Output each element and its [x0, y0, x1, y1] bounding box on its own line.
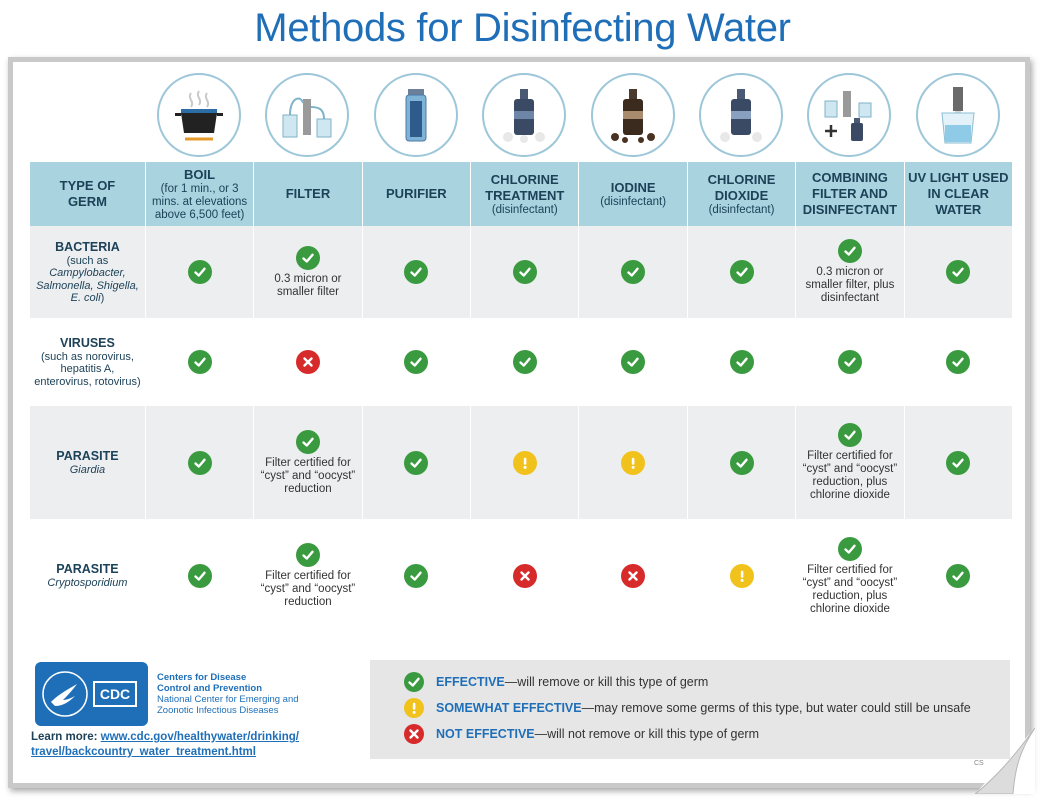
result-note: Filter certified for “cyst” and “oocyst” reduction — [260, 570, 356, 608]
not-effective-x-icon — [404, 724, 424, 744]
result-note: 0.3 micron or smaller filter — [274, 272, 342, 298]
effective-check-icon — [730, 260, 754, 284]
result-note: Filter certified for “cyst” and “oocyst” reduction, plus chlorine dioxide — [802, 563, 898, 615]
learn-more-link-line1[interactable]: www.cdc.gov/healthywater/drinking/ — [100, 731, 299, 743]
method-icon-cell-combining — [795, 68, 903, 162]
header-boil — [145, 162, 253, 226]
not-effective-x-icon — [621, 564, 645, 588]
germ-cell — [30, 406, 145, 519]
germ-name: PARASITE — [56, 562, 119, 577]
table-row — [30, 226, 1012, 318]
effective-check-icon — [404, 564, 428, 588]
effective-check-icon — [404, 451, 428, 475]
effective-check-icon — [730, 451, 754, 475]
method-icons-row — [30, 68, 1012, 162]
table-header — [30, 162, 1012, 226]
effective-check-icon — [188, 564, 212, 588]
legend-description: —will not remove or kill this type of germ — [534, 727, 760, 741]
result-cell-chlorine — [470, 406, 578, 519]
effective-check-icon — [946, 451, 970, 475]
effective-check-icon — [296, 543, 320, 567]
cdc-org-line1: Centers for Disease — [157, 672, 247, 683]
germ-description-part: ) — [136, 375, 141, 388]
table-row — [30, 406, 1012, 519]
somewhat-effective-exclamation-icon — [730, 564, 754, 588]
result-note: 0.3 micron or smaller filter, plus disinfectant — [805, 266, 895, 304]
result-cell-chlorine — [470, 519, 578, 633]
result-note: Filter certified for “cyst” and “oocyst” reduction — [260, 456, 356, 495]
effective-check-icon — [188, 260, 212, 284]
result-cell-uv — [904, 519, 1012, 633]
header-filter — [253, 162, 361, 226]
germ-rows — [30, 226, 1012, 633]
result-note: Filter certified for “cyst” and “oocyst” reduction, plus chlorine dioxide — [802, 450, 898, 501]
effective-check-icon — [946, 350, 970, 374]
method-icon-cell-boil — [145, 68, 253, 162]
result-cell-boil — [145, 406, 253, 519]
result-cell-uv — [904, 406, 1012, 519]
cdc-center-line2: Zoonotic Infectious Diseases — [157, 705, 279, 716]
type-of-germ-header — [30, 162, 145, 226]
germ-name: BACTERIA — [55, 239, 120, 254]
somewhat-effective-exclamation-icon — [404, 698, 424, 718]
germ-name: PARASITE — [56, 448, 119, 463]
legend-item-not — [404, 721, 1010, 747]
result-cell-chlorine_dioxide — [687, 318, 795, 406]
result-cell-filter — [253, 519, 361, 633]
table-row — [30, 519, 1012, 633]
result-cell-filter — [253, 318, 361, 406]
hhs-eagle-icon — [41, 670, 89, 718]
cdc-wordmark: CDC — [93, 681, 137, 707]
chlorine-dropper-icon — [482, 73, 566, 157]
effective-check-icon — [404, 260, 428, 284]
result-cell-chlorine — [470, 318, 578, 406]
result-cell-iodine — [578, 406, 686, 519]
result-cell-combining — [795, 226, 903, 318]
header-uv — [904, 162, 1012, 226]
cdc-org-line2: Control and Prevention — [157, 683, 263, 694]
effective-check-icon — [621, 350, 645, 374]
legend — [370, 660, 1010, 759]
result-cell-boil — [145, 226, 253, 318]
effective-check-icon — [513, 260, 537, 284]
learn-more-link-line2[interactable]: travel/backcountry_water_treatment.html — [31, 746, 256, 758]
method-icon-cell-filter — [253, 68, 361, 162]
result-cell-filter — [253, 226, 361, 318]
somewhat-effective-exclamation-icon — [621, 451, 645, 475]
germ-description — [70, 464, 105, 477]
result-cell-chlorine_dioxide — [687, 226, 795, 318]
effective-check-icon — [730, 350, 754, 374]
result-cell-combining — [795, 406, 903, 519]
header-chlorine-sublabel: (disinfectant) — [491, 203, 558, 216]
effective-check-icon — [188, 350, 212, 374]
table-row — [30, 318, 1012, 406]
germ-description-part: Campylobacter, Salmonella, Shigella, E. coli — [36, 267, 139, 304]
method-icon-cell-chlorine — [470, 68, 578, 162]
result-cell-combining — [795, 519, 903, 633]
germ-name: VIRUSES — [59, 335, 115, 350]
germ-description-part: ) — [100, 292, 105, 304]
cdc-org-text — [157, 672, 357, 716]
uv-light-icon — [916, 73, 1000, 157]
effective-check-icon — [188, 451, 212, 475]
legend-item-somewhat — [404, 695, 1010, 721]
germ-cell — [30, 519, 145, 633]
result-cell-purifier — [362, 318, 470, 406]
header-purifier-label: PURIFIER — [386, 186, 447, 201]
header-combining-label: COMBINING FILTER AND DISINFECTANT — [802, 170, 898, 217]
boiling-pot-icon — [157, 73, 241, 157]
result-cell-boil — [145, 318, 253, 406]
method-icon-cell-chlorine_dioxide — [687, 68, 795, 162]
result-cell-chlorine — [470, 226, 578, 318]
iodine-dropper-icon — [591, 73, 675, 157]
legend-key: EFFECTIVE — [436, 675, 505, 689]
result-cell-purifier — [362, 226, 470, 318]
header-filter-label: FILTER — [285, 186, 331, 201]
result-cell-uv — [904, 226, 1012, 318]
effective-check-icon — [838, 350, 862, 374]
effective-check-icon — [296, 430, 320, 454]
result-cell-chlorine_dioxide — [687, 519, 795, 633]
header-chlorine-label: CHLORINE TREATMENT — [485, 171, 565, 203]
header-iodine-label: IODINE — [610, 179, 656, 195]
result-cell-boil — [145, 519, 253, 633]
purifier-bottle-icon — [374, 73, 458, 157]
header-chlorine_dioxide-label: CHLORINE DIOXIDE — [707, 171, 776, 203]
header-chlorine_dioxide-sublabel: (disinfectant) — [708, 203, 775, 216]
legend-item-effective — [404, 669, 1010, 695]
germ-description — [34, 351, 141, 389]
result-cell-iodine — [578, 318, 686, 406]
effective-check-icon — [838, 537, 862, 561]
legend-key: SOMEWHAT EFFECTIVE — [436, 701, 582, 715]
cdc-center-line1: National Center for Emerging and — [157, 694, 299, 705]
icon-spacer — [30, 68, 145, 162]
corner-code: CS — [974, 760, 984, 767]
germ-description — [47, 577, 127, 590]
water-filter-icon — [265, 73, 349, 157]
legend-description: —may remove some germs of this type, but water could still be unsafe — [581, 701, 971, 715]
page-title: Methods for Disinfecting Water — [254, 6, 791, 50]
header-chlorine — [470, 162, 578, 226]
germ-description-part: Giardia — [69, 463, 106, 476]
method-icon-cell-iodine — [578, 68, 686, 162]
header-boil-sublabel: (for 1 min., or 3 mins. at elevations above 6,500 feet) — [151, 182, 248, 221]
header-purifier — [362, 162, 470, 226]
result-cell-purifier — [362, 406, 470, 519]
germ-description-part: (such as norovirus, hepatitis A, enterovirus, rotovirus — [34, 350, 137, 388]
effective-check-icon — [621, 260, 645, 284]
result-cell-purifier — [362, 519, 470, 633]
effective-check-icon — [946, 260, 970, 284]
germ-description — [34, 255, 141, 305]
effective-check-icon — [946, 564, 970, 588]
germ-description-part: Cryptosporidium — [47, 577, 128, 590]
learn-more — [31, 730, 331, 760]
header-uv-label: UV LIGHT USED IN CLEAR WATER — [908, 170, 1009, 217]
result-cell-filter — [253, 406, 361, 519]
header-iodine — [578, 162, 686, 226]
filter-plus-disinfectant-icon — [807, 73, 891, 157]
effective-check-icon — [838, 239, 862, 263]
cdc-logo — [35, 662, 148, 726]
legend-key: NOT EFFECTIVE — [436, 727, 535, 741]
effective-check-icon — [296, 246, 320, 270]
somewhat-effective-exclamation-icon — [513, 451, 537, 475]
result-cell-iodine — [578, 519, 686, 633]
effective-check-icon — [838, 423, 862, 447]
effective-check-icon — [404, 350, 428, 374]
learn-more-label: Learn more: — [31, 731, 101, 743]
header-boil-label: BOIL — [184, 166, 216, 182]
chlorine-dioxide-dropper-icon — [699, 73, 783, 157]
germ-cell — [30, 226, 145, 318]
effective-check-icon — [404, 672, 424, 692]
legend-description: —will remove or kill this type of germ — [504, 675, 709, 689]
not-effective-x-icon — [296, 350, 320, 374]
comparison-table — [30, 68, 1012, 633]
method-icon-cell-uv — [904, 68, 1012, 162]
result-cell-combining — [795, 318, 903, 406]
effective-check-icon — [513, 350, 537, 374]
germ-description-part: (such as — [66, 254, 109, 267]
not-effective-x-icon — [513, 564, 537, 588]
result-cell-iodine — [578, 226, 686, 318]
germ-cell — [30, 318, 145, 406]
header-combining — [795, 162, 903, 226]
type-of-germ-label: TYPE OF GERM — [59, 178, 116, 209]
result-cell-uv — [904, 318, 1012, 406]
result-cell-chlorine_dioxide — [687, 406, 795, 519]
method-icon-cell-purifier — [362, 68, 470, 162]
header-iodine-sublabel: (disinfectant) — [600, 195, 667, 208]
header-chlorine_dioxide — [687, 162, 795, 226]
